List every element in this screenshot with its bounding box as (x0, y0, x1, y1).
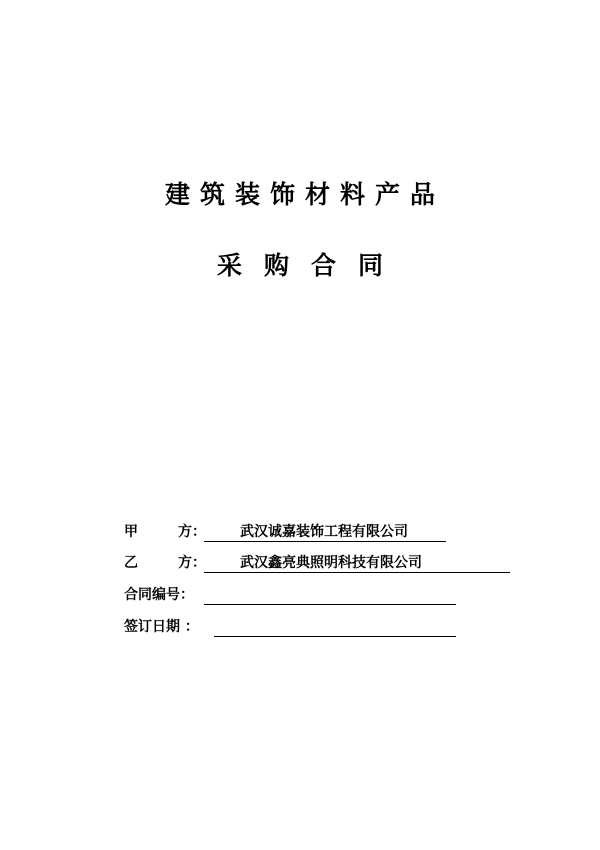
contract-number-row (124, 585, 459, 607)
document-title-line-1: 建筑装饰材料产品 (164, 180, 445, 209)
party-b-label-second: 方： (178, 555, 206, 571)
party-a-row (124, 522, 454, 544)
party-a-label (124, 522, 206, 542)
document-title-line-2: 采购合同 (216, 251, 405, 280)
sign-date-field[interactable] (214, 617, 456, 637)
sign-date-row (124, 617, 459, 639)
sign-date-label: 签订日期 ： (124, 619, 199, 635)
party-a-label-first: 甲 (124, 524, 138, 540)
party-a-label-second: 方： (178, 524, 206, 540)
party-b-value: 武汉鑫亮典照明科技有限公司 (240, 555, 422, 571)
party-b-label (124, 553, 206, 573)
party-b-row (124, 553, 514, 575)
party-b-label-first: 乙 (124, 555, 138, 571)
contract-number-label: 合同编号： (124, 587, 194, 603)
contract-number-field[interactable] (204, 585, 456, 605)
party-a-value: 武汉诚嘉装饰工程有限公司 (240, 524, 408, 540)
